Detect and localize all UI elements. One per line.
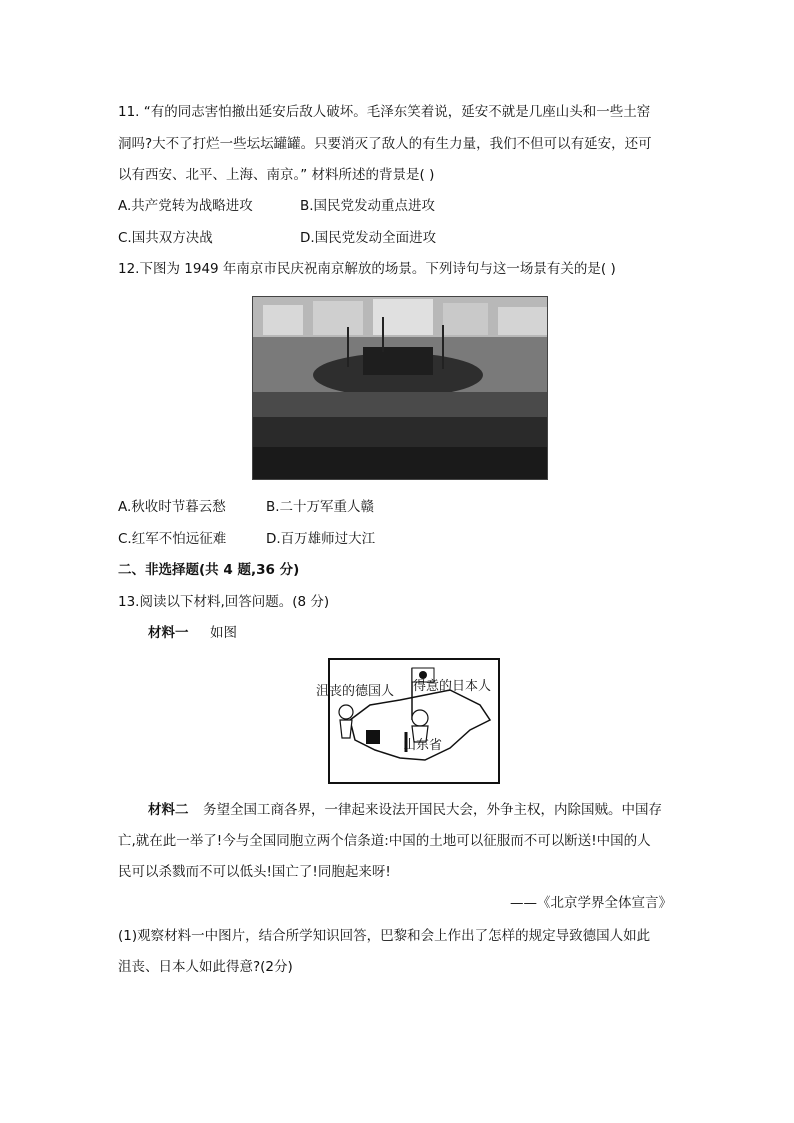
- q12-option-d[interactable]: D.百万雄师过大江: [266, 531, 376, 547]
- q13-stem: 13.阅读以下材料,回答问题。(8 分): [118, 594, 330, 610]
- shandong-cartoon: [328, 658, 500, 784]
- material-1-text: 如图: [210, 625, 237, 641]
- sub-question-1-line-1: (1)观察材料一中图片，结合所学知识回答，巴黎和会上作出了怎样的规定导致德国人如此: [118, 928, 651, 944]
- q12-option-a[interactable]: A.秋收时节暮云愁: [118, 499, 226, 515]
- q11-stem-line-3: 以有西安、北平、上海、南京。” 材料所述的背景是( ): [118, 167, 435, 183]
- q11-option-a[interactable]: A.共产党转为战略进攻: [118, 198, 253, 214]
- q11-option-d[interactable]: D.国民党发动全面进攻: [300, 230, 437, 246]
- material-2-label: 材料二: [148, 802, 189, 818]
- material-2-line-1: 务望全国工商各界，一律起来设法开国民大会，外争主权，内除国贼。中国存: [203, 802, 662, 818]
- nanjing-liberation-photo: [252, 296, 548, 480]
- material-2-source: ——《北京学界全体宣言》: [510, 895, 672, 911]
- label-japanese: 得意的日本人: [413, 679, 492, 694]
- label-shandong: 山东省: [403, 738, 443, 753]
- q12-option-c[interactable]: C.红军不怕远征难: [118, 531, 227, 547]
- q11-stem-line-2: 洞吗?大不了打烂一些坛坛罐罐。只要消灭了敌人的有生力量，我们不但可以有延安，还可: [118, 136, 652, 152]
- sub-question-1-line-2: 沮丧、日本人如此得意?(2分): [118, 959, 293, 975]
- material-2-line-2: 亡,就在此一举了!今与全国同胞立两个信条道:中国的土地可以征服而不可以断送!中国的人: [118, 833, 651, 849]
- material-2-line-3: 民可以杀戮而不可以低头!国亡了!同胞起来呀!: [118, 864, 391, 880]
- q11-option-b[interactable]: B.国民党发动重点进攻: [300, 198, 436, 214]
- section-title: 二、非选择题(共 4 题,36 分): [118, 562, 300, 578]
- label-german: 沮丧的德国人: [316, 684, 395, 699]
- q12-option-b[interactable]: B.二十万军重人赣: [266, 499, 375, 515]
- q12-stem: 12.下图为 1949 年南京市民庆祝南京解放的场景。下列诗句与这一场景有关的是( ): [118, 261, 616, 277]
- q11-stem-line-1: 11. “有的同志害怕撤出延安后敌人破坏。毛泽东笑着说，延安不就是几座山头和一些土窑: [118, 104, 651, 120]
- q11-option-c[interactable]: C.国共双方决战: [118, 230, 213, 246]
- material-1-label: 材料一: [148, 625, 189, 641]
